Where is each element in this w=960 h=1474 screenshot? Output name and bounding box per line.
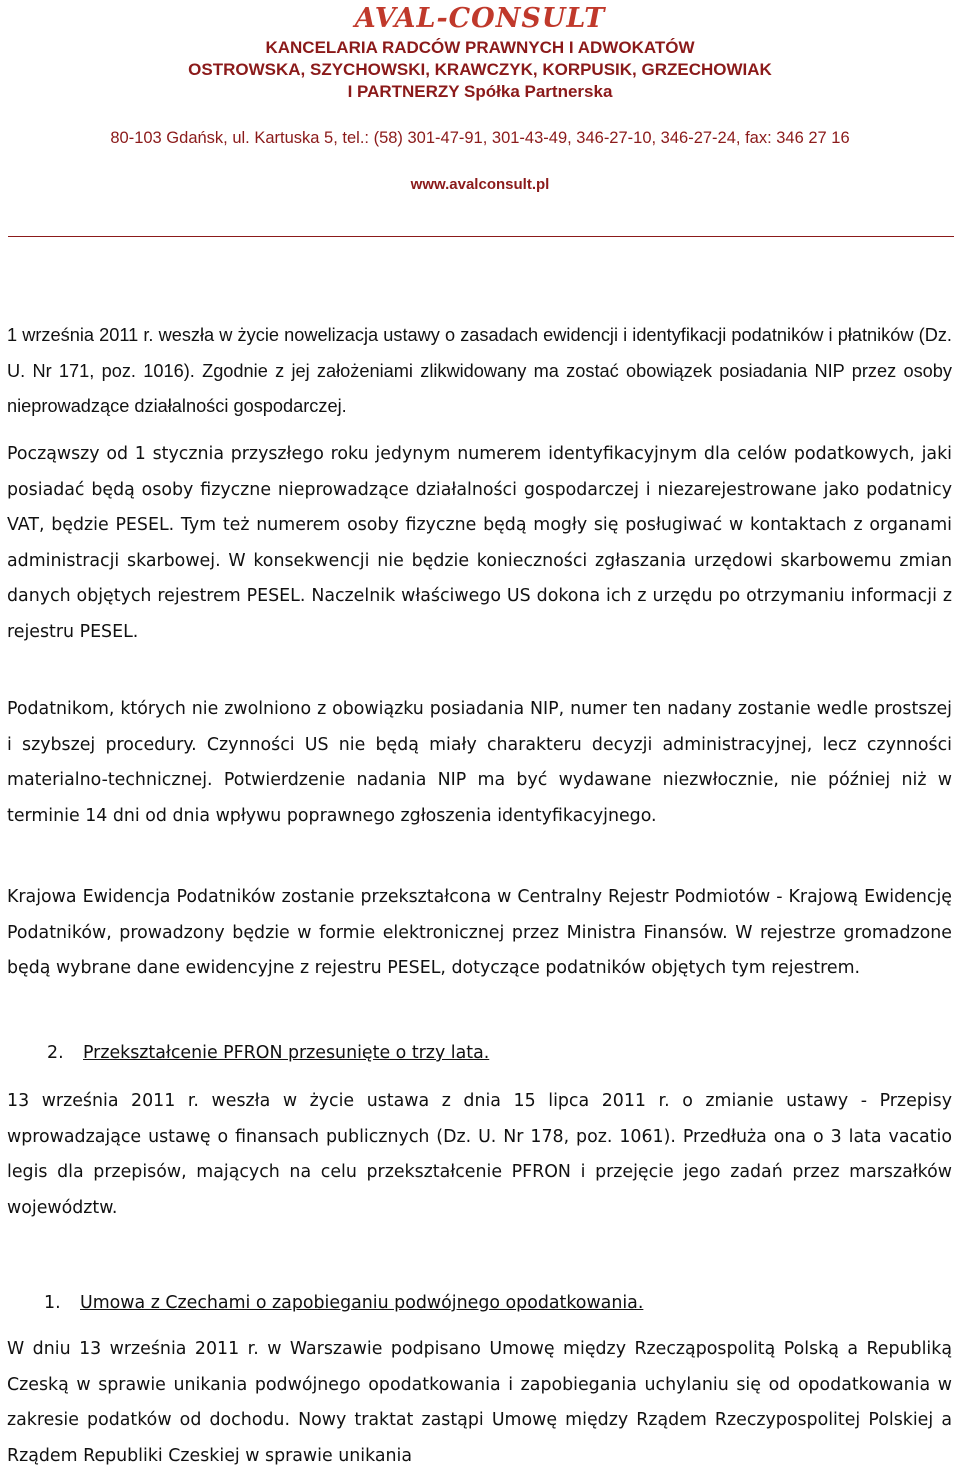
section-number: 1. bbox=[44, 1293, 61, 1313]
paragraph-nip-procedure bbox=[7, 692, 952, 834]
firm-logo: AVAL-CONSULT bbox=[354, 3, 606, 34]
firm-name-line-2: OSTROWSKA, SZYCHOWSKI, KRAWCZYK, KORPUSIK, GRZECHOWIAK bbox=[188, 60, 772, 79]
section-title: Umowa z Czechami o zapobieganiu podwójnego opodatkowania. bbox=[80, 1293, 644, 1313]
paragraph-czech-treaty bbox=[7, 1332, 952, 1474]
paragraph-text: Począwszy od 1 stycznia przyszłego roku jedynym numerem identyfikacyjnym dla celów podatkowych, jaki posiadać będą osoby fizyczne nieprowadzące działalności gospodarczej i niezarejestrowane jako podatnicy VAT, będzie PESEL. Tym też numerem osoby fizyczne będą mogły się posługiwać w kontaktach z organami administracji skarbowej. W konsekwencji nie będzie konieczności zgłaszania urzędowi skarbowemu zmian danych objętych rejestrem PESEL. Naczelnik właściwego US dokona ich z urzędu po otrzymaniu informacji z rejestru PESEL. bbox=[7, 444, 952, 642]
paragraph-text: W dniu 13 września 2011 r. w Warszawie podpisano Umowę między Rzecząpospolitą Polską a Republiką Czeską w sprawie unikania podwójnego opodatkowania i zapobiegania uchylaniu się od opodatkowania w zakresie podatków od dochodu. Nowy traktat zastąpi Umowę między Rządem Rzeczypospolitej Polskiej a Rządem Republiki Czeskiej w sprawie unikania bbox=[7, 1339, 952, 1466]
paragraph-crp-kep bbox=[7, 880, 952, 987]
paragraph-text: Podatnikom, których nie zwolniono z obowiązku posiadania NIP, numer ten nadany zostanie wedle prostszej i szybszej procedury. Czynności US nie będą miały charakteru decyzji administracyjnej, lecz czynności materialno-technicznej. Potwierdzenie nadania NIP ma być wydawane niezwłocznie, nie później niż w terminie 14 dni od dnia wpływu poprawnego zgłoszenia identyfikacyjnego. bbox=[7, 699, 952, 826]
section-heading-pfron bbox=[47, 1038, 489, 1068]
paragraph-nip-amendment bbox=[7, 318, 952, 425]
section-title: Przekształcenie PFRON przesunięte o trzy lata. bbox=[83, 1043, 490, 1063]
paragraph-text: 1 września 2011 r. weszła w życie nowelizacja ustawy o zasadach ewidencji i identyfikacji podatników i płatników (Dz. U. Nr 171, poz. 1016). Zgodnie z jej założeniami zlikwidowany ma zostać obowiązek posiadania NIP przez osoby nieprowadzące działalności gospodarczej. bbox=[7, 325, 952, 416]
section-heading-czech-treaty bbox=[44, 1288, 643, 1318]
section-number: 2. bbox=[47, 1043, 64, 1063]
paragraph-pfron bbox=[7, 1084, 952, 1226]
firm-name-line-3: I PARTNERZY Spółka Partnerska bbox=[347, 82, 613, 101]
paragraph-text: Krajowa Ewidencja Podatników zostanie przekształcona w Centralny Rejestr Podmiotów - Krajową Ewidencję Podatników, prowadzony będzie w formie elektronicznej przez Ministra Finansów. W rejestrze gromadzone będą wybrane dane ewidencyjne z rejestru PESEL, dotyczące podatników objętych tym rejestrem. bbox=[7, 887, 952, 978]
firm-address: 80-103 Gdańsk, ul. Kartuska 5, tel.: (58) 301-47-91, 301-43-49, 346-27-10, 346-27-24, fax: 346 27 16 bbox=[110, 129, 850, 147]
firm-website-link[interactable]: www.avalconsult.pl bbox=[410, 176, 550, 193]
paragraph-text: 13 września 2011 r. weszła w życie ustawa z dnia 15 lipca 2011 r. o zmianie ustawy - Przepisy wprowadzające ustawę o finansach publicznych (Dz. U. Nr 178, poz. 1061). Przedłuża ona o 3 lata vacatio legis dla przepisów, mających na celu przekształcenie PFRON i przejęcie jego zadań przez marszałków województw. bbox=[7, 1091, 952, 1218]
firm-name-line-1: KANCELARIA RADCÓW PRAWNYCH I ADWOKATÓW bbox=[265, 38, 695, 57]
header-divider bbox=[8, 236, 954, 237]
paragraph-pesel bbox=[7, 437, 952, 650]
